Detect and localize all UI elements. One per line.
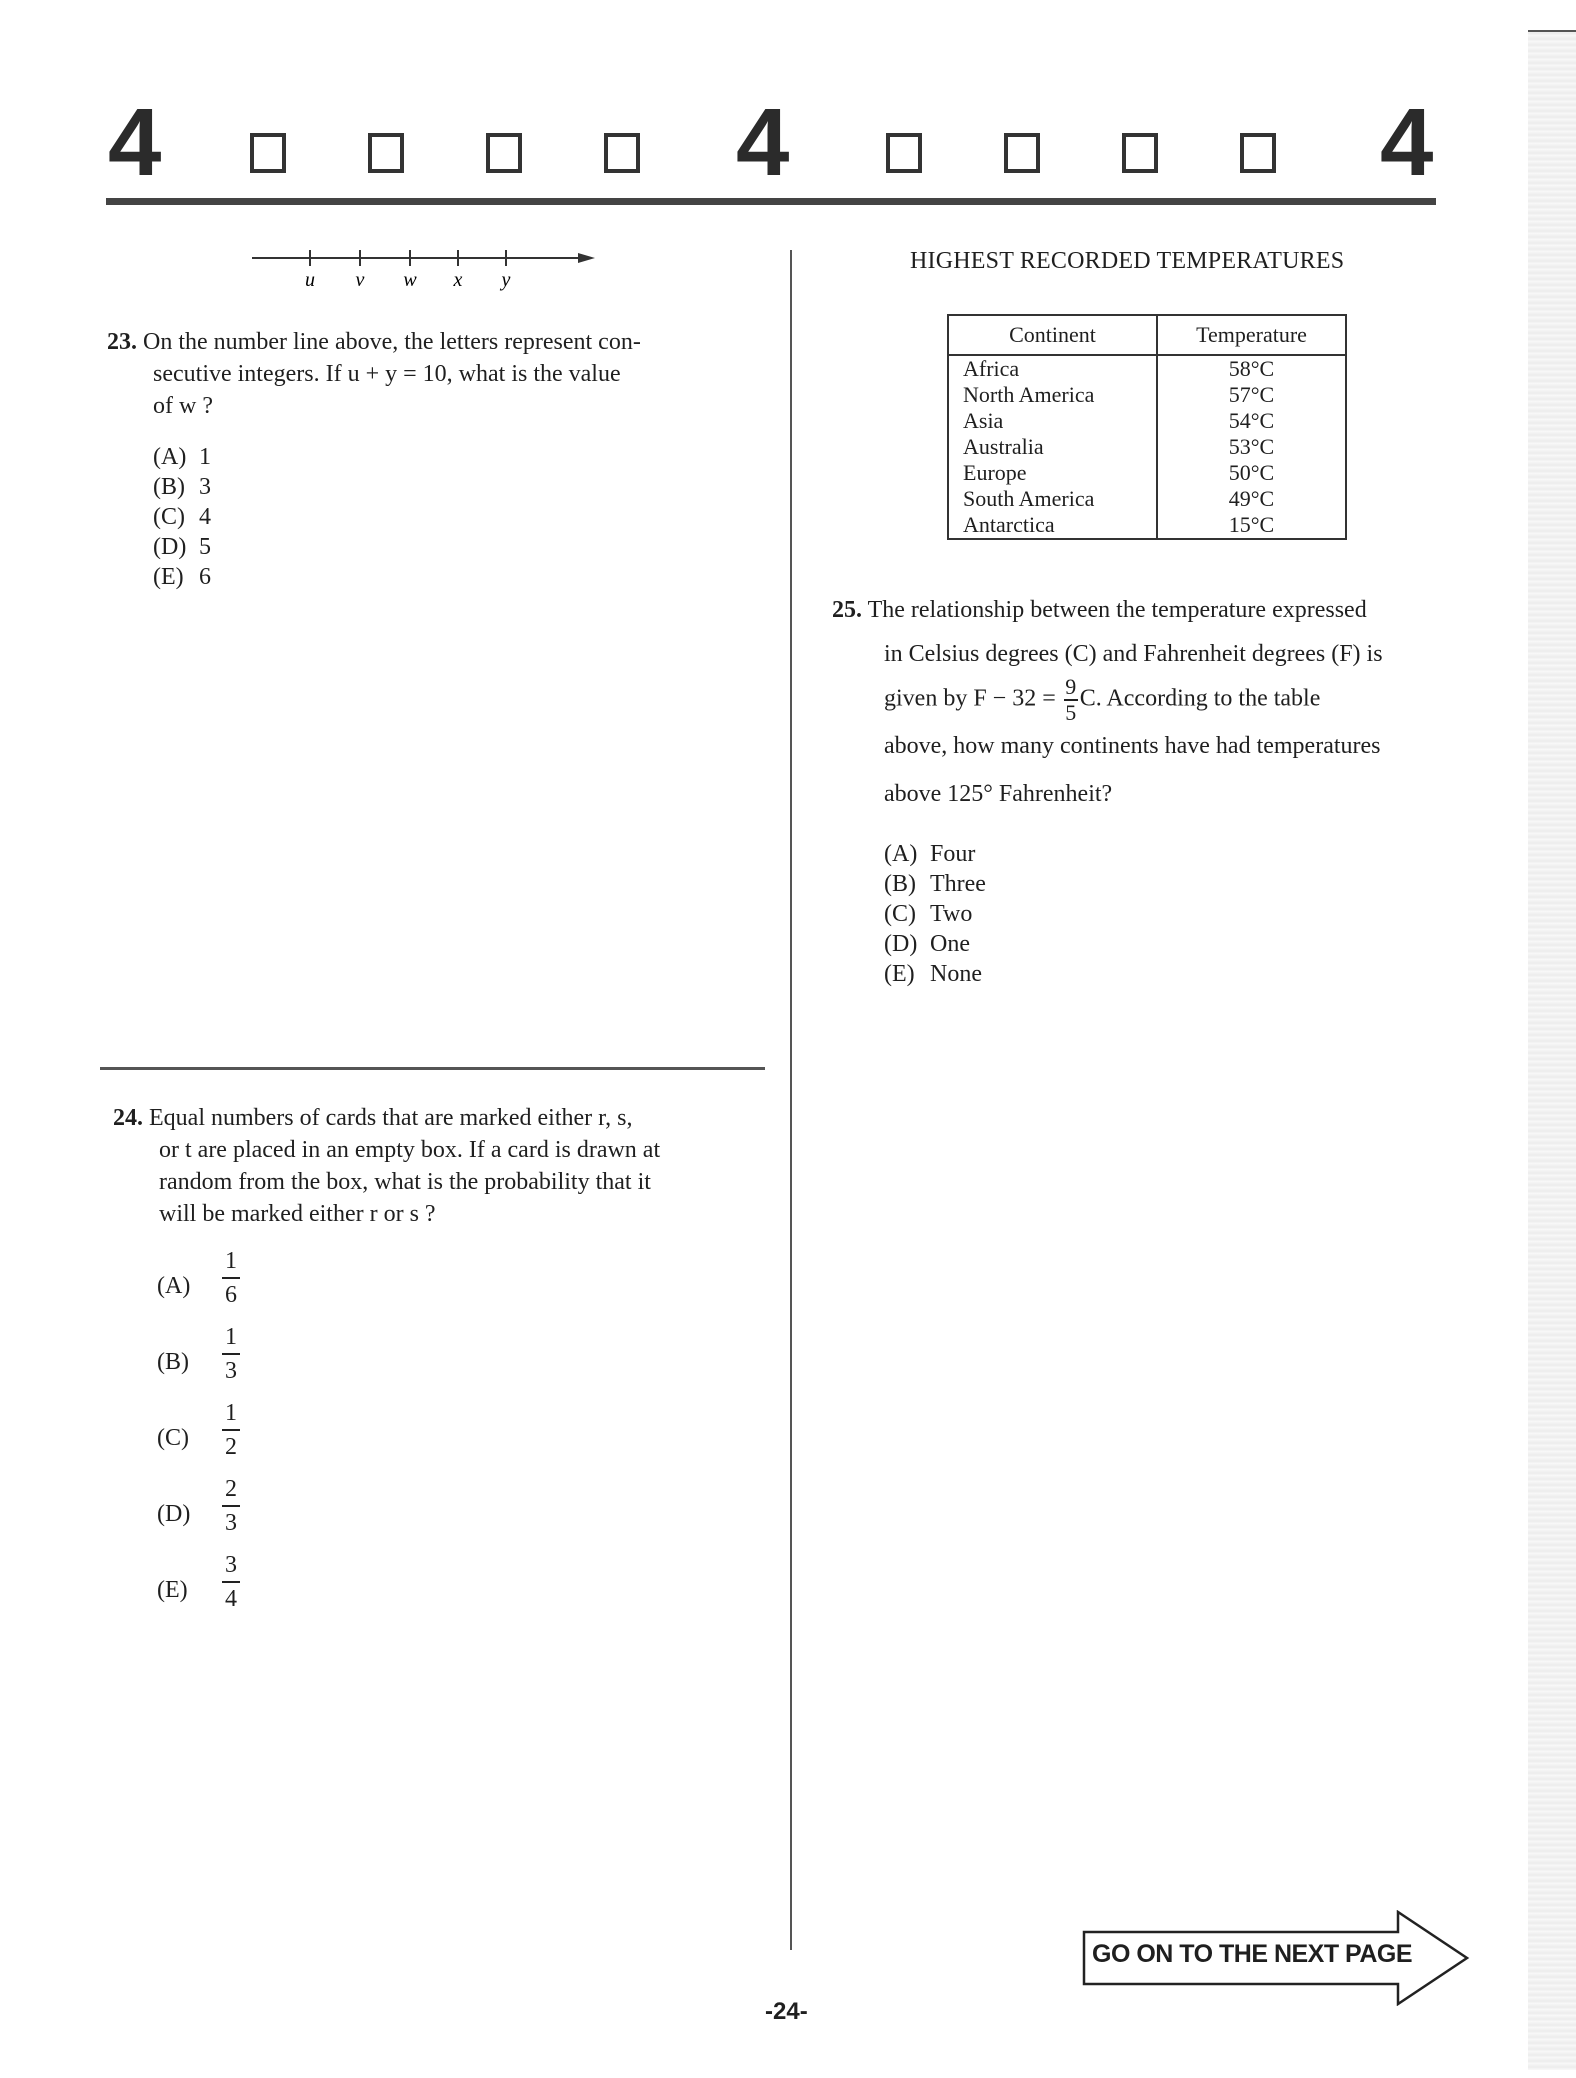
number-line-label: w bbox=[403, 269, 417, 291]
header-box-icon bbox=[250, 133, 286, 173]
question-separator bbox=[100, 1067, 765, 1070]
answer-choice[interactable]: (D) 2 3 bbox=[157, 1474, 753, 1550]
question-number: 25. bbox=[832, 597, 862, 623]
section-number-right: 4 bbox=[1380, 89, 1434, 196]
question-24-choices bbox=[113, 1246, 753, 1626]
table-cell: 53°C bbox=[1228, 434, 1275, 459]
column-header: Temperature bbox=[1157, 315, 1346, 355]
table-cell: Europe bbox=[948, 460, 1157, 486]
page-edge-mark bbox=[1528, 30, 1576, 32]
header-box-icon bbox=[1122, 133, 1158, 173]
table-header-row bbox=[948, 315, 1346, 355]
answer-choice[interactable]: (A) 1 6 bbox=[157, 1246, 753, 1322]
fraction: 1 3 bbox=[219, 1322, 243, 1386]
table-cell: Australia bbox=[948, 434, 1157, 460]
answer-choice[interactable]: (E) 6 bbox=[153, 564, 211, 590]
question-23-line1: 23. On the number line above, the letters represent con- bbox=[107, 329, 641, 355]
column-divider bbox=[790, 250, 792, 1950]
answer-choice[interactable]: (C) Two bbox=[884, 901, 973, 927]
table-row bbox=[948, 486, 1346, 512]
question-24-line3: random from the box, what is the probability that it bbox=[159, 1169, 651, 1195]
question-25-line5: above 125° Fahrenheit? bbox=[884, 781, 1113, 807]
fraction: 1 6 bbox=[219, 1246, 243, 1310]
question-25-choices bbox=[884, 839, 986, 989]
header-box-icon bbox=[1004, 133, 1040, 173]
answer-choice[interactable]: (E) None bbox=[884, 961, 982, 987]
table-cell: South America bbox=[948, 486, 1157, 512]
page-number: -24- bbox=[765, 1998, 808, 2025]
fraction: 3 4 bbox=[219, 1550, 243, 1614]
table-cell: Asia bbox=[948, 408, 1157, 434]
table-cell: 54°C bbox=[1228, 408, 1275, 433]
answer-choice[interactable]: (A) 1 bbox=[153, 444, 211, 470]
table-cell: Antarctica bbox=[948, 512, 1157, 539]
answer-choice[interactable]: (A) Four bbox=[884, 841, 976, 867]
table-cell: Africa bbox=[948, 355, 1157, 382]
question-24-line4: will be marked either r or s ? bbox=[159, 1201, 436, 1227]
header-box-icon bbox=[886, 133, 922, 173]
answer-choice[interactable]: (D) 5 bbox=[153, 534, 211, 560]
fraction: 2 3 bbox=[219, 1474, 243, 1538]
table-cell: 58°C bbox=[1228, 356, 1275, 381]
question-25-line1: 25. The relationship between the temperature expressed bbox=[832, 597, 1367, 623]
number-line-label: y bbox=[501, 269, 511, 291]
answer-choice[interactable]: (C) 4 bbox=[153, 504, 211, 530]
number-line-label: x bbox=[453, 269, 463, 291]
question-25-line4: above, how many continents have had temperatures bbox=[884, 733, 1381, 759]
answer-choice[interactable]: (B) 3 bbox=[153, 474, 211, 500]
page-edge-shadow bbox=[1528, 30, 1576, 2070]
table-cell: 50°C bbox=[1228, 460, 1275, 485]
question-number: 23. bbox=[107, 329, 137, 355]
header-box-icon bbox=[1240, 133, 1276, 173]
answer-choice[interactable]: (B) 1 3 bbox=[157, 1322, 753, 1398]
question-24-line2: or t are placed in an empty box. If a card is drawn at bbox=[159, 1137, 661, 1163]
column-header: Continent bbox=[948, 315, 1157, 355]
question-23-line3: of w ? bbox=[153, 393, 213, 419]
fraction: $\frac{9}{5}$ bbox=[1065, 674, 1077, 725]
table-cell: 15°C bbox=[1228, 512, 1275, 537]
table-row bbox=[948, 382, 1346, 408]
question-24 bbox=[113, 1102, 753, 1626]
header-box-icon bbox=[368, 133, 404, 173]
section-number-center: 4 bbox=[736, 89, 790, 196]
answer-choice[interactable]: (D) One bbox=[884, 931, 970, 957]
question-23-choices bbox=[107, 442, 747, 592]
question-number: 24. bbox=[113, 1105, 143, 1131]
number-line bbox=[250, 246, 600, 296]
header-box-icon bbox=[604, 133, 640, 173]
next-page-arrow[interactable] bbox=[1082, 1910, 1472, 2006]
temperature-table bbox=[947, 314, 1347, 540]
section-header bbox=[100, 89, 1436, 205]
table-row bbox=[948, 512, 1346, 539]
number-line-arrow-icon bbox=[578, 253, 595, 263]
next-page-label: GO ON TO THE NEXT PAGE bbox=[1092, 1940, 1413, 1968]
fraction: 1 2 bbox=[219, 1398, 243, 1462]
table-row bbox=[948, 408, 1346, 434]
answer-choice[interactable]: (C) 1 2 bbox=[157, 1398, 753, 1474]
question-24-line1: 24. Equal numbers of cards that are marked either r, s, bbox=[113, 1105, 633, 1131]
question-25-line2: in Celsius degrees (C) and Fahrenheit degrees (F) is bbox=[884, 641, 1383, 667]
number-line-label: u bbox=[305, 269, 315, 291]
table-row bbox=[948, 460, 1346, 486]
table-cell: 57°C bbox=[1228, 382, 1275, 407]
header-box-icon bbox=[486, 133, 522, 173]
table-cell: 49°C bbox=[1228, 486, 1275, 511]
answer-choice[interactable]: (E) 3 4 bbox=[157, 1550, 753, 1626]
table-title: HIGHEST RECORDED TEMPERATURES bbox=[910, 248, 1345, 274]
answer-choice[interactable]: (B) Three bbox=[884, 871, 986, 897]
question-23-line2: secutive integers. If u + y = 10, what is the value bbox=[153, 361, 621, 387]
table-row bbox=[948, 355, 1346, 382]
table-row bbox=[948, 434, 1346, 460]
question-25-line3: given by F − 32 = $\frac{9}{5}$ C. According to the table bbox=[884, 674, 1321, 725]
section-number-left: 4 bbox=[108, 89, 162, 196]
table-cell: North America bbox=[948, 382, 1157, 408]
header-rule bbox=[106, 198, 1436, 205]
question-23 bbox=[107, 326, 747, 592]
number-line-label: v bbox=[355, 269, 365, 291]
